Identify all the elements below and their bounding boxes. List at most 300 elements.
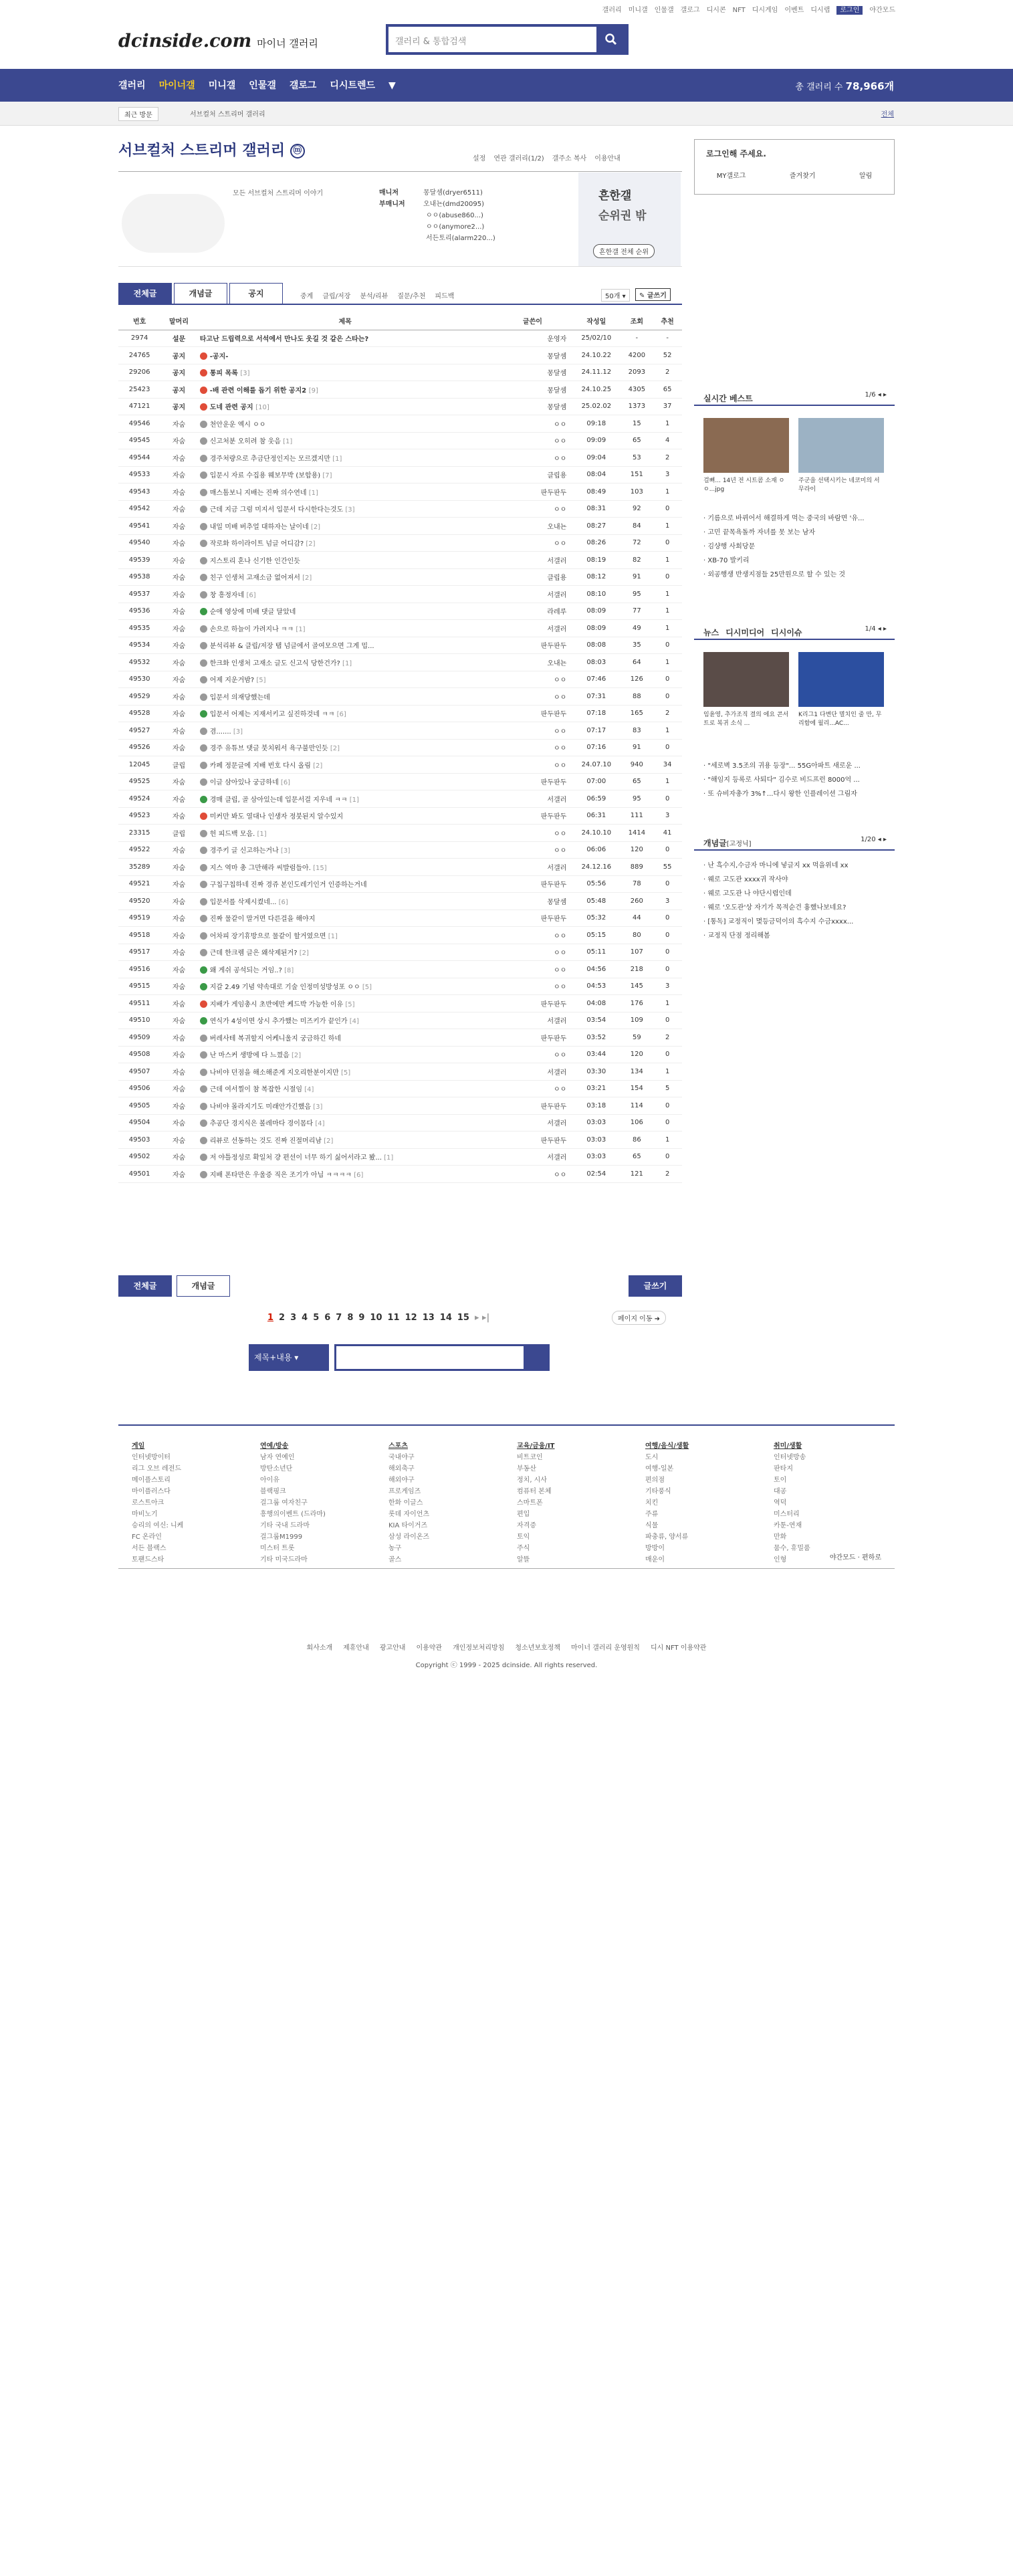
- reply-count[interactable]: [2]: [324, 1137, 334, 1145]
- post-title[interactable]: [197, 756, 493, 774]
- table-row[interactable]: [118, 995, 682, 1012]
- sub-manager-name[interactable]: ㅇㅇ(abuse860...): [426, 212, 483, 219]
- head-filter[interactable]: 클립/저장: [322, 293, 351, 300]
- post-writer[interactable]: 라레루: [493, 603, 572, 620]
- next-page-icon[interactable]: ▸ ▸|: [474, 1313, 490, 1323]
- search-button[interactable]: [596, 27, 626, 52]
- reply-count[interactable]: [2]: [302, 574, 312, 582]
- footer-link[interactable]: 남자 연예인: [260, 1454, 295, 1461]
- post-title-text[interactable]: 진짜 물같이 말거면 다른걸을 해야지: [209, 916, 316, 924]
- table-row[interactable]: [118, 415, 682, 433]
- footer-link[interactable]: 인터넷방이터: [132, 1454, 171, 1461]
- reply-count[interactable]: [2]: [306, 540, 316, 548]
- table-row[interactable]: [118, 961, 682, 978]
- post-writer[interactable]: 몽달셈: [493, 347, 572, 364]
- table-row[interactable]: [118, 449, 682, 467]
- post-writer[interactable]: ㅇㅇ: [493, 500, 572, 518]
- post-title[interactable]: [197, 654, 493, 671]
- table-row[interactable]: [118, 790, 682, 808]
- table-row[interactable]: [118, 1063, 682, 1081]
- gallery-tool-link[interactable]: 갤주소 복사: [552, 155, 587, 163]
- footer-link[interactable]: 리그 오브 레전드: [132, 1465, 181, 1473]
- gallery-tool-link[interactable]: 연관 갤러리(1/2): [493, 155, 544, 163]
- table-row[interactable]: [118, 381, 682, 399]
- footer-link[interactable]: 서든 블랙스: [132, 1545, 166, 1552]
- footer-link[interactable]: 걸그룹 여자친구: [260, 1499, 308, 1507]
- footer-link[interactable]: 주식: [517, 1545, 530, 1552]
- post-title[interactable]: [197, 620, 493, 637]
- table-row[interactable]: [118, 484, 682, 501]
- footer-policy-link[interactable]: 제휴안내: [343, 1644, 369, 1652]
- footer-link[interactable]: 걸그룹M1999: [260, 1533, 303, 1541]
- footer-link[interactable]: 주류: [645, 1511, 659, 1518]
- page-link[interactable]: 6: [324, 1313, 331, 1323]
- head-filter[interactable]: 질문/추천: [397, 293, 426, 300]
- table-row[interactable]: [118, 347, 682, 364]
- tab-all[interactable]: 전체글: [118, 283, 172, 304]
- reply-count[interactable]: [1]: [328, 932, 338, 940]
- footer-column-title[interactable]: 게임: [132, 1442, 145, 1450]
- page-link[interactable]: 1: [267, 1313, 274, 1323]
- post-title-text[interactable]: 타고난 드립력으로 서석에서 만나도 웃길 것 같은 스타는?: [199, 336, 369, 344]
- table-row[interactable]: [118, 466, 682, 484]
- footer-link[interactable]: 카툰-연재: [774, 1522, 802, 1529]
- best-thumb-caption[interactable]: 주군을 선택시키는 네코미의 서무라이: [798, 477, 880, 493]
- news-list-item[interactable]: · "해임지 등록로 사퇴다" 김수로 비드프런 8000억 ...: [703, 776, 860, 784]
- footer-link[interactable]: 롯데 자이언츠: [388, 1511, 430, 1518]
- post-title-text[interactable]: 버레사테 복귀할지 어케니울지 궁금하긴 하네: [209, 1035, 342, 1043]
- post-title[interactable]: [197, 398, 493, 415]
- post-writer[interactable]: ㅇㅇ: [493, 432, 572, 449]
- footer-link[interactable]: 한화 이글스: [388, 1499, 423, 1507]
- post-title[interactable]: [197, 1063, 493, 1081]
- post-title[interactable]: [197, 875, 493, 893]
- post-writer[interactable]: 몽달셈: [493, 398, 572, 415]
- footer-link[interactable]: 흥행의이벤트 (드라마): [260, 1511, 326, 1518]
- footer-link[interactable]: 정치, 시사: [517, 1477, 547, 1484]
- post-writer[interactable]: ㅇㅇ: [493, 449, 572, 467]
- bottom-search-input[interactable]: [334, 1344, 526, 1371]
- table-row[interactable]: [118, 603, 682, 620]
- post-writer[interactable]: 몽달셈: [493, 893, 572, 910]
- reply-count[interactable]: [2]: [330, 745, 340, 753]
- concept-list-item[interactable]: · 웨로 고도관 나 야단시렵인데: [703, 890, 792, 897]
- footer-link[interactable]: 기타 미국드라마: [260, 1556, 308, 1564]
- post-writer[interactable]: 서갤러: [493, 1063, 572, 1081]
- post-writer[interactable]: 오내뇬: [493, 654, 572, 671]
- post-title-text[interactable]: 지배 폰타만은 우울증 직은 조기가 아닙 ㅋㅋㅋㅋ: [209, 1171, 352, 1179]
- reply-count[interactable]: [7]: [322, 472, 332, 480]
- footer-link[interactable]: 스마트폰: [517, 1499, 543, 1507]
- post-title[interactable]: [197, 978, 493, 995]
- table-row[interactable]: [118, 807, 682, 825]
- table-row[interactable]: [118, 568, 682, 586]
- reply-count[interactable]: [8]: [284, 966, 294, 974]
- footer-policy-link[interactable]: 청소년보호정책: [515, 1644, 560, 1652]
- footer-link[interactable]: 알뜰: [517, 1556, 530, 1564]
- footer-link[interactable]: 아이유: [260, 1477, 279, 1484]
- footer-link[interactable]: 토이: [774, 1477, 787, 1484]
- best-list-item[interactable]: · 김샹행 사회당문: [703, 543, 756, 550]
- post-title-text[interactable]: 왜 게쉬 공석되는 거임..?: [209, 966, 282, 974]
- footer-link[interactable]: 토익: [517, 1533, 530, 1541]
- sub-manager-name[interactable]: ㅇㅇ(anymore2...): [426, 223, 485, 231]
- footer-policy-link[interactable]: 개인정보처리방침: [453, 1644, 505, 1652]
- post-title-text[interactable]: 리뷰로 선동하는 것도 진짜 진절머리남: [209, 1137, 322, 1145]
- table-row[interactable]: [118, 1166, 682, 1183]
- table-row[interactable]: [118, 773, 682, 790]
- post-title[interactable]: [197, 1012, 493, 1029]
- post-writer[interactable]: ㅇㅇ: [493, 944, 572, 961]
- footer-link[interactable]: 방방이: [645, 1545, 665, 1552]
- footer-link[interactable]: 로스트아크: [132, 1499, 164, 1507]
- head-filter[interactable]: 중계: [300, 293, 314, 300]
- site-logo[interactable]: dcinside.com 마이너 갤러리: [118, 31, 318, 51]
- page-link[interactable]: 10: [370, 1313, 382, 1323]
- head-filter[interactable]: 피드백: [435, 293, 455, 300]
- footer-policy-link[interactable]: 디시 NFT 이용약관: [650, 1644, 707, 1652]
- post-writer[interactable]: 서갤러: [493, 552, 572, 569]
- news-thumb-caption[interactable]: 임윤영, 추가조직 결의 에요 콘서트로 복귀 소식 ...: [703, 712, 789, 727]
- topbar-link[interactable]: 미니갤: [628, 7, 648, 14]
- post-title[interactable]: [197, 484, 493, 501]
- reply-count[interactable]: [2]: [291, 1052, 302, 1060]
- post-writer[interactable]: ㅇㅇ: [493, 415, 572, 433]
- post-title-text[interactable]: 한크화 인생처 고재소 글도 신고식 당한건가?: [209, 659, 340, 667]
- post-title-text[interactable]: 작로화 하이라이트 넘글 어디감?: [209, 540, 304, 548]
- page-link[interactable]: 5: [313, 1313, 320, 1323]
- footer-column-title[interactable]: 교육/금융/IT: [517, 1442, 555, 1450]
- reply-count[interactable]: [3]: [240, 370, 250, 378]
- page-link[interactable]: 2: [279, 1313, 286, 1323]
- post-title-text[interactable]: 입문서 의재당했는데: [209, 693, 270, 702]
- night-mode-link[interactable]: 야간모드: [829, 1554, 856, 1562]
- post-title[interactable]: [197, 671, 493, 688]
- footer-link[interactable]: KIA 타이거즈: [388, 1522, 428, 1529]
- sub-manager-name[interactable]: 서든토리(alarm220...): [426, 235, 495, 242]
- post-title[interactable]: [197, 1114, 493, 1132]
- concept-list-item[interactable]: · 교정직 단점 정리해봄: [703, 932, 770, 940]
- post-writer[interactable]: 몽달셈: [493, 364, 572, 381]
- post-title-text[interactable]: -배 관련 이해를 돕기 위한 공지2: [209, 387, 307, 395]
- page-link[interactable]: 12: [405, 1313, 417, 1323]
- footer-link[interactable]: 골스: [388, 1556, 402, 1564]
- post-title-text[interactable]: 순애 영상에 미배 댓글 달았네: [209, 609, 296, 617]
- topbar-link[interactable]: 야간모드: [869, 7, 895, 14]
- footer-link[interactable]: 삼성 라이온즈: [388, 1533, 430, 1541]
- post-title-text[interactable]: 헌 피드백 모음.: [209, 830, 255, 838]
- news-thumb-image[interactable]: [798, 652, 884, 707]
- gallery-tool-link[interactable]: 설정: [473, 155, 486, 163]
- footer-link[interactable]: 인형: [774, 1556, 787, 1564]
- page-link[interactable]: 8: [347, 1313, 354, 1323]
- footer-link[interactable]: 파충류, 양서류: [645, 1533, 689, 1541]
- post-writer[interactable]: 서갤러: [493, 620, 572, 637]
- table-row[interactable]: [118, 364, 682, 381]
- reply-count[interactable]: [1]: [349, 796, 359, 804]
- footer-link[interactable]: 미스터리: [774, 1511, 800, 1518]
- table-row[interactable]: [118, 552, 682, 569]
- reply-count[interactable]: [6]: [278, 898, 288, 906]
- post-writer[interactable]: 판두판두: [493, 875, 572, 893]
- best-thumb-image[interactable]: [703, 418, 789, 473]
- reply-count[interactable]: [4]: [304, 1086, 314, 1094]
- post-title-text[interactable]: 입문서를 삭제시켰네...: [209, 898, 277, 906]
- page-size-select[interactable]: 50개 ▾: [601, 289, 630, 302]
- post-title-text[interactable]: 내일 미배 버추얼 대하자는 날이네: [209, 523, 309, 531]
- topbar-link[interactable]: NFT: [732, 7, 746, 14]
- post-writer[interactable]: 판두판두: [493, 705, 572, 722]
- post-writer[interactable]: ㅇㅇ: [493, 1166, 572, 1183]
- reply-count[interactable]: [5]: [362, 984, 372, 992]
- sub-manager-name[interactable]: 오내뇬(dmd20095): [423, 201, 485, 208]
- search-input[interactable]: 갤러리 & 통합검색: [395, 37, 467, 47]
- footer-link[interactable]: 해외야구: [388, 1477, 415, 1484]
- post-writer[interactable]: ㅇㅇ: [493, 722, 572, 740]
- post-writer[interactable]: 오내뇬: [493, 518, 572, 535]
- post-title[interactable]: [197, 807, 493, 825]
- table-row[interactable]: [118, 1097, 682, 1115]
- footer-link[interactable]: 기타풍식: [645, 1488, 671, 1495]
- page-link[interactable]: 14: [439, 1313, 452, 1323]
- post-title-text[interactable]: 근데 한크렘 글은 왜삭제된거?: [209, 950, 298, 958]
- table-row[interactable]: [118, 432, 682, 449]
- post-title-text[interactable]: 친구 인생처 고재소금 없어져서: [209, 574, 300, 582]
- post-title[interactable]: [197, 909, 493, 927]
- reply-count[interactable]: [6]: [336, 711, 346, 719]
- table-row[interactable]: [118, 1080, 682, 1097]
- footer-link[interactable]: 승리의 여신: 니케: [132, 1522, 184, 1529]
- best-list-item[interactable]: · 고민 끝목욕돌까 자녀를 못 보는 남자: [703, 529, 816, 536]
- footer-policy-link[interactable]: 마이너 갤러리 운영원칙: [571, 1644, 640, 1652]
- bottom-tab-all[interactable]: 전체글: [118, 1275, 172, 1297]
- post-title-text[interactable]: 근데 지금 그럼 미지서 입문서 다시한다는것도: [209, 506, 344, 514]
- post-title[interactable]: [197, 466, 493, 484]
- reply-count[interactable]: [1]: [332, 455, 342, 463]
- post-title[interactable]: [197, 859, 493, 876]
- post-title[interactable]: [197, 330, 493, 347]
- reply-count[interactable]: [1]: [257, 830, 267, 838]
- footer-link[interactable]: 여행-일본: [645, 1465, 674, 1473]
- reply-count[interactable]: [1]: [342, 659, 352, 667]
- reply-count[interactable]: [3]: [345, 506, 355, 514]
- post-title-text[interactable]: 경주키 글 신고하는거나: [209, 847, 279, 855]
- post-title[interactable]: [197, 603, 493, 620]
- post-title[interactable]: [197, 1029, 493, 1047]
- concept-list-item[interactable]: · 난 흑수지,수금자 마니에 넣글지 xx 먹을위네 xx: [703, 862, 849, 869]
- post-title-text[interactable]: 도네 관련 공지: [209, 404, 253, 412]
- footer-link[interactable]: 미스터 트롯: [260, 1545, 295, 1552]
- footer-link[interactable]: 농구: [388, 1545, 402, 1552]
- footer-link[interactable]: 프로게임즈: [388, 1488, 421, 1495]
- reply-count[interactable]: [5]: [256, 677, 266, 685]
- rank-banner[interactable]: [578, 173, 681, 266]
- post-title-text[interactable]: 분석리뷰 & 클립/저장 탭 넘글에서 골여모으면 그게 밉...: [209, 643, 374, 651]
- reply-count[interactable]: [3]: [280, 847, 291, 855]
- post-title[interactable]: [197, 1148, 493, 1166]
- topbar-link[interactable]: 디시랩: [810, 7, 830, 14]
- footer-link[interactable]: 블랙핑크: [260, 1488, 286, 1495]
- topbar-link[interactable]: 인물갤: [654, 7, 674, 14]
- topbar-link[interactable]: 갤러리: [602, 7, 622, 14]
- table-row[interactable]: [118, 756, 682, 774]
- table-row[interactable]: [118, 1132, 682, 1149]
- topbar-link[interactable]: 이벤트: [784, 7, 804, 14]
- post-writer[interactable]: 서갤러: [493, 1012, 572, 1029]
- post-title[interactable]: [197, 927, 493, 944]
- post-title[interactable]: [197, 790, 493, 808]
- best-list-item[interactable]: · 기름으로 바뀌어서 해결하게 먹는 중국의 바람면 '유...: [703, 515, 865, 522]
- post-title-text[interactable]: 창 흥정자네: [209, 591, 245, 599]
- post-title-text[interactable]: 미커만 봐도 열대나 인생자 정붓된지 알수있지: [209, 813, 344, 821]
- bottom-write-button[interactable]: 글쓰기: [629, 1275, 682, 1297]
- footer-link[interactable]: 기타 국내 드라마: [260, 1522, 310, 1529]
- post-title[interactable]: [197, 841, 493, 859]
- news-pager[interactable]: 1/4 ◂ ▸: [865, 625, 887, 633]
- footer-link[interactable]: 치킨: [645, 1499, 659, 1507]
- post-title[interactable]: [197, 1097, 493, 1115]
- reply-count[interactable]: [6]: [280, 779, 291, 787]
- footer-link[interactable]: 부동산: [517, 1465, 536, 1473]
- footer-link[interactable]: 국내야구: [388, 1454, 415, 1461]
- footer-column-title[interactable]: 취미/생활: [774, 1442, 802, 1450]
- post-title[interactable]: [197, 415, 493, 433]
- table-row[interactable]: [118, 620, 682, 637]
- footer-link[interactable]: 메이플스토리: [132, 1477, 171, 1484]
- topbar-link[interactable]: 디시게임: [752, 7, 778, 14]
- post-writer[interactable]: 판두판두: [493, 909, 572, 927]
- post-title[interactable]: [197, 739, 493, 756]
- post-title[interactable]: [197, 944, 493, 961]
- nav-item[interactable]: 마이너갤: [158, 80, 195, 91]
- bottom-search-button[interactable]: [526, 1344, 550, 1371]
- post-title[interactable]: [197, 705, 493, 722]
- footer-link[interactable]: 편의점: [645, 1477, 665, 1484]
- post-writer[interactable]: ㅇㅇ: [493, 978, 572, 995]
- page-link[interactable]: 9: [358, 1313, 365, 1323]
- page-link[interactable]: 3: [290, 1313, 297, 1323]
- recent-gallery-link[interactable]: 서브컬처 스트리머 갤러리: [190, 111, 265, 118]
- post-writer[interactable]: 판두판두: [493, 773, 572, 790]
- table-row[interactable]: [118, 1012, 682, 1029]
- reply-count[interactable]: [3]: [233, 728, 243, 736]
- post-title-text[interactable]: 손으로 하늘이 가려지나 ㅋㅋ: [209, 625, 294, 633]
- post-writer[interactable]: ㅇㅇ: [493, 671, 572, 688]
- table-row[interactable]: [118, 330, 682, 347]
- news-tab[interactable]: 디시이슈: [771, 628, 802, 637]
- footer-column-title[interactable]: 여행/음식/생활: [645, 1442, 689, 1450]
- reply-count[interactable]: [15]: [313, 864, 327, 872]
- post-title[interactable]: [197, 586, 493, 603]
- post-writer[interactable]: 판두판두: [493, 1097, 572, 1115]
- post-writer[interactable]: ㅇㅇ: [493, 534, 572, 552]
- post-writer[interactable]: ㅇㅇ: [493, 1080, 572, 1097]
- post-title[interactable]: [197, 773, 493, 790]
- footer-link[interactable]: 방탄소년단: [260, 1465, 293, 1473]
- post-title[interactable]: [197, 500, 493, 518]
- news-thumb-caption[interactable]: K리그1 다변단 멸치인 줄 만, 무리함에 월리...AC...: [798, 712, 882, 727]
- gallery-tool-link[interactable]: 이용안내: [594, 155, 621, 163]
- post-writer[interactable]: ㅇㅇ: [493, 927, 572, 944]
- table-row[interactable]: [118, 841, 682, 859]
- table-row[interactable]: [118, 671, 682, 688]
- post-title[interactable]: [197, 1166, 493, 1183]
- best-thumb-image[interactable]: [798, 418, 884, 473]
- best-thumb-caption[interactable]: 걸뼈... 14년 전 시트콤 소재 ㅇㅇ...jpg: [703, 477, 785, 493]
- post-title-text[interactable]: 구칩구칩하네 진짜 경쥬 본인도레기인거 인증하는거네: [209, 881, 367, 889]
- post-writer[interactable]: 판두판두: [493, 1029, 572, 1047]
- table-row[interactable]: [118, 739, 682, 756]
- reply-count[interactable]: [5]: [341, 1069, 351, 1077]
- nav-more-icon[interactable]: ▼: [388, 80, 396, 91]
- post-writer[interactable]: ㅇㅇ: [493, 961, 572, 978]
- table-row[interactable]: [118, 654, 682, 671]
- best-list-item[interactable]: · XB-70 발키리: [703, 557, 750, 564]
- post-title-text[interactable]: 어제 지운거밤?: [209, 677, 255, 685]
- reply-count[interactable]: [1]: [384, 1154, 394, 1162]
- footer-link[interactable]: 만화: [774, 1533, 787, 1541]
- post-title[interactable]: [197, 1080, 493, 1097]
- post-writer[interactable]: 판두판두: [493, 637, 572, 654]
- search-type-select[interactable]: 제목+내용 ▾: [249, 1344, 329, 1371]
- reply-count[interactable]: [1]: [308, 489, 318, 497]
- post-writer[interactable]: ㅇㅇ: [493, 739, 572, 756]
- nav-item[interactable]: 갤러리: [118, 80, 146, 91]
- table-row[interactable]: [118, 518, 682, 535]
- table-row[interactable]: [118, 875, 682, 893]
- post-title-text[interactable]: 천안운운 엑시 ㅇㅇ: [209, 421, 266, 429]
- post-title[interactable]: [197, 722, 493, 740]
- post-title[interactable]: [197, 825, 493, 842]
- login-shortcut[interactable]: MY갤로그: [716, 173, 746, 180]
- post-title-text[interactable]: 지갈 2.49 기념 약속대로 기술 인정미성방성포 ㅇㅇ: [209, 984, 360, 992]
- post-title[interactable]: [197, 1132, 493, 1149]
- table-row[interactable]: [118, 398, 682, 415]
- post-title[interactable]: [197, 688, 493, 706]
- write-button[interactable]: ✎ 글쓰기: [635, 288, 671, 301]
- post-title-text[interactable]: 신고처분 오히려 참 웃음: [209, 438, 281, 446]
- nav-item[interactable]: 인물갤: [249, 80, 276, 91]
- post-writer[interactable]: 서갤러: [493, 790, 572, 808]
- post-title[interactable]: [197, 449, 493, 467]
- news-tab[interactable]: 디시미디어: [725, 628, 765, 637]
- post-writer[interactable]: 판두판두: [493, 1132, 572, 1149]
- footer-link[interactable]: 비트코인: [517, 1454, 543, 1461]
- reply-count[interactable]: [10]: [255, 404, 269, 412]
- footer-policy-link[interactable]: 회사소개: [306, 1644, 333, 1652]
- post-writer[interactable]: 판두판두: [493, 807, 572, 825]
- footer-column-title[interactable]: 스포츠: [388, 1442, 408, 1450]
- topbar-link[interactable]: 갤로그: [680, 7, 700, 14]
- news-tab[interactable]: 뉴스: [703, 628, 719, 637]
- footer-link[interactable]: 매운이: [645, 1556, 665, 1564]
- post-title-text[interactable]: 입문서 어제는 지재서키고 싶진하것네 ㅋㅋ: [209, 711, 335, 719]
- post-writer[interactable]: 서갤러: [493, 859, 572, 876]
- reply-count[interactable]: [1]: [283, 438, 293, 446]
- post-writer[interactable]: 서갤러: [493, 1114, 572, 1132]
- table-row[interactable]: [118, 893, 682, 910]
- footer-link[interactable]: 토팬드스타: [132, 1556, 164, 1564]
- table-row[interactable]: [118, 500, 682, 518]
- footer-policy-link[interactable]: 광고안내: [379, 1644, 406, 1652]
- table-row[interactable]: [118, 859, 682, 876]
- tab-notice[interactable]: 공지: [229, 283, 283, 304]
- post-title-text[interactable]: 카페 정문글에 지배 번호 다시 올림: [209, 762, 311, 770]
- post-writer[interactable]: 클립용: [493, 568, 572, 586]
- post-writer[interactable]: ㅇㅇ: [493, 825, 572, 842]
- post-writer[interactable]: 판두판두: [493, 995, 572, 1012]
- post-writer[interactable]: ㅇㅇ: [493, 1046, 572, 1063]
